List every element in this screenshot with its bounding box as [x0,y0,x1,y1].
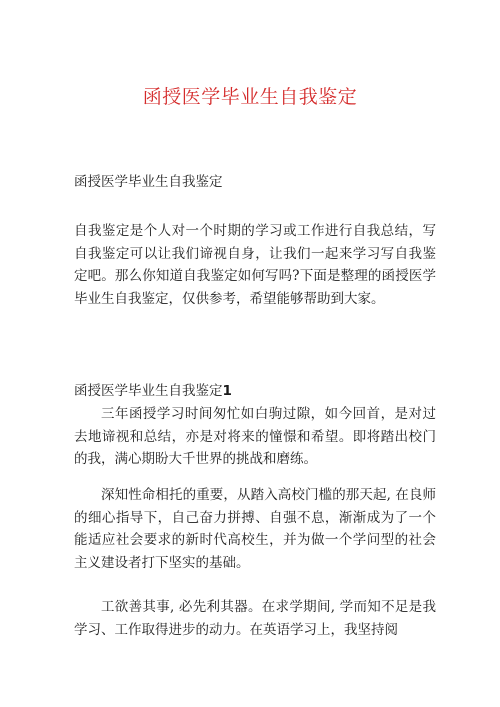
document-title: 函授医学毕业生自我鉴定 [142,86,358,108]
body-paragraph-1: 三年函授学习时间匆忙如白驹过隙，如今回首，是对过去地谛视和总结，亦是对将来的憧憬和希望。即将踏出校门的我，满心期盼大千世界的挑战和磨练。 [74,406,436,467]
section-heading [74,381,232,401]
section-number: 1 [222,383,232,399]
section-heading-text: 函授医学毕业生自我鉴定 [74,383,223,399]
body-paragraph-2: 深知性命相托的重要，从踏入高校门槛的那天起, 在良师的细心指导下，自己奋力拼搏、自强不息，渐渐成为了一个能适应社会要求的新时代高校生，并为做一个学问型的社会主义建设者打下坚实的基础。 [74,487,436,571]
intro-paragraph: 自我鉴定是个人对一个时期的学习或工作进行自我总结，写自我鉴定可以让我们谛视自身，让我们一起来学习写自我鉴定吧。那么你知道自我鉴定如何写吗?下面是整理的函授医学毕业生自我鉴定，仅供参考，希望能够帮助到大家。 [74,223,436,307]
body-paragraph-3: 工欲善其事, 必先利其器。在求学期间, 学而知不足是我学习、工作取得进步的动力。在英语学习上，我坚持阅 [74,599,436,638]
document-subtitle: 函授医学毕业生自我鉴定 [74,174,223,190]
